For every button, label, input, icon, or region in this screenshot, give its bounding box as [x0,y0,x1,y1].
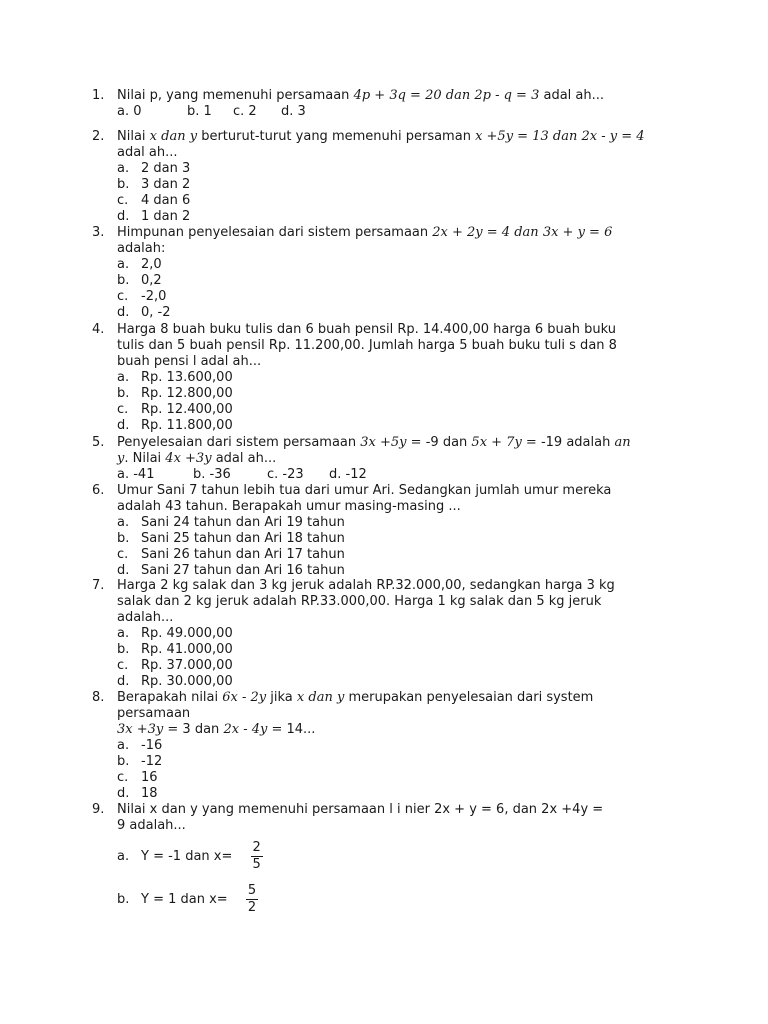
question-text-line: tulis dan 5 buah pensil Rp. 11.200,00. Jumlah harga 5 buah buku tuli s dan 8 [117,338,617,353]
option-a: a. Sani 24 tahun dan Ari 19 tahun [117,515,345,530]
math-fragment: y [117,451,125,466]
equation: 6x - 2y [222,690,267,705]
fraction [251,840,263,873]
conjunction: dan [194,722,220,737]
question-number: 9. [92,802,105,817]
equation: 3x +3y = [117,722,179,737]
option-c: c. Rp. 37.000,00 [117,658,233,673]
question-5 [92,435,692,483]
question-2 [92,129,692,225]
equation: 3x + y = 6 [542,225,613,240]
question-text: Penyelesaian dari sistem persamaan [117,435,357,450]
question-number: 2. [92,129,105,144]
question-text-line: Nilai x dan y yang memenuhi persamaan l i nier 2x + y = 6, dan 2x +4y = [117,802,604,817]
equation: x +5y = 13 [475,129,549,144]
conjunction: dan [552,129,578,144]
question-tail: adal ah... [117,145,178,160]
option-a: a. Y = -1 dan x= $\frac{2}{5}$ [117,840,261,872]
option-a: a. 2 dan 3 [117,161,191,176]
option-d: d. -12 [329,467,367,482]
fraction-numerator: 2 [252,840,261,855]
question-8 [92,690,692,802]
options-row [117,467,692,483]
question-1 [92,88,692,120]
equation: 2x - y = 4 [581,129,645,144]
question-text: Berapakah nilai [117,690,219,705]
equation: 3x +5y = [360,435,422,450]
equation: 2x - 4y = [223,722,283,737]
question-number: 6. [92,483,105,498]
option-d: d. 18 [117,786,158,801]
option-a: a. -41 [117,467,155,482]
question-7 [92,578,692,690]
option-c: c. 4 dan 6 [117,193,191,208]
question-text: jika [270,690,293,705]
option-d: d. Rp. 11.800,00 [117,418,233,433]
equation: 2p - q = 3 [474,88,540,103]
question-number: 5. [92,435,105,450]
equation: 5x + 7y = [471,435,537,450]
question-text-line: Umur Sani 7 tahun lebih tua dari umur Ari. Sedangkan jumlah umur mereka [117,483,612,498]
option-c: c. 16 [117,770,158,785]
fraction-denominator: 2 [247,900,257,915]
option-d: d. 3 [281,104,306,119]
option-a: a. 2,0 [117,257,162,272]
question-text-line: buah pensi l adal ah... [117,354,262,369]
option-b: b. Y = 1 dan x= $\frac{5}{2}$ [117,883,257,915]
question-text: Nilai p, yang memenuhi persamaan [117,88,350,103]
question-tail: adalah: [117,241,166,256]
fraction-denominator: 5 [252,857,261,872]
question-tail: adal ah... [543,88,605,103]
question-text: . Nilai [124,451,162,466]
question-text-line: 9 adalah... [117,818,186,833]
value: 3 [182,722,191,737]
question-text: Himpunan penyelesaian dari sistem persamaan [117,225,429,240]
equation: 2x + 2y = 4 [432,225,511,240]
question-text-line: salak dan 2 kg jeruk adalah RP.33.000,00. Harga 1 kg salak dan 5 kg jeruk [117,594,602,609]
option-b: b. Rp. 41.000,00 [117,642,233,657]
option-a: a. Rp. 13.600,00 [117,370,233,385]
option-b: b. -36 [193,467,231,482]
value: -19 [540,435,563,450]
question-text: berturut-turut yang memenuhi persaman [201,129,471,144]
question-text-line: Harga 8 buah buku tulis dan 6 buah pensil Rp. 14.400,00 harga 6 buah buku [117,322,616,337]
question-text-line: adalah... [117,610,174,625]
option-d: d. Rp. 30.000,00 [117,674,233,689]
conjunction: dan [442,435,468,450]
fraction-numerator: 5 [247,883,257,898]
math-fragment: an [614,435,631,450]
question-text-line: Harga 2 kg salak dan 3 kg jeruk adalah RP.32.000,00, sedangkan harga 3 kg [117,578,615,593]
option-c: c. -2,0 [117,289,167,304]
question-number: 8. [92,690,105,705]
option-c: c. 2 [233,104,257,119]
option-b: b. 3 dan 2 [117,177,191,192]
question-text: merupakan penyelesaian dari system [348,690,594,705]
option-a: a. 0 [117,104,142,119]
question-tail: adal ah... [215,451,277,466]
equation: 4x +3y [165,451,212,466]
conjunction: dan [445,88,471,103]
option-d: d. Sani 27 tahun dan Ari 16 tahun [117,563,345,578]
question-number: 4. [92,322,105,337]
question-text-line: adalah 43 tahun. Berapakah umur masing-masing ... [117,499,461,514]
question-text-line: persamaan [117,706,191,721]
variables: x dan y [296,690,345,705]
question-3 [92,225,692,321]
question-9 [92,802,692,916]
option-c: c. Sani 26 tahun dan Ari 17 tahun [117,547,345,562]
option-a: a. -16 [117,738,163,753]
question-6 [92,483,692,579]
question-4 [92,322,692,434]
option-b: b. -12 [117,754,163,769]
option-c: c. Rp. 12.400,00 [117,402,233,417]
option-d: d. 0, -2 [117,305,171,320]
question-number: 7. [92,578,105,593]
fraction [246,883,258,916]
option-b: b. Sani 25 tahun dan Ari 18 tahun [117,531,345,546]
question-text: adalah [566,435,611,450]
option-c: c. -23 [267,467,304,482]
value: 14... [286,722,316,737]
option-b: b. Rp. 12.800,00 [117,386,233,401]
equation: 4p + 3q = 20 [353,88,442,103]
option-d: d. 1 dan 2 [117,209,191,224]
option-b: b. 1 [187,104,212,119]
question-text: Nilai [117,129,146,144]
question-number: 3. [92,225,105,240]
options-row [117,104,692,120]
option-b: b. 0,2 [117,273,162,288]
option-a: a. Rp. 49.000,00 [117,626,233,641]
conjunction: dan [514,225,539,240]
question-number: 1. [92,88,105,103]
value: -9 [425,435,439,450]
variables: x dan y [149,129,198,144]
